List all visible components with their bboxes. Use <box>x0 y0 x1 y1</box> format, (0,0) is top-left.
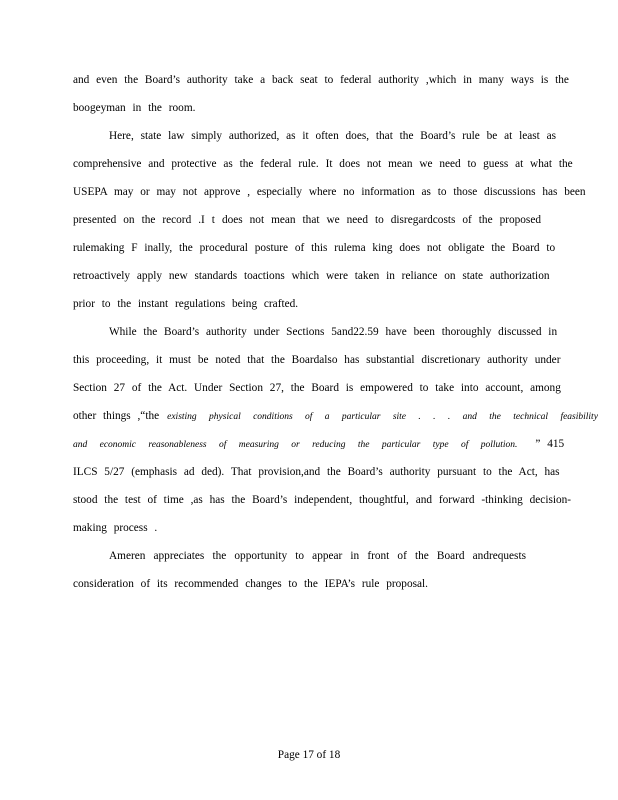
text-line: boogeyman in the room. <box>73 102 196 114</box>
page-number-footer: Page 17 of 18 <box>277 749 341 761</box>
text-line: this proceeding, it must be noted that the Boardalso has substantial discretionary authority under <box>73 354 561 366</box>
text-line: prior to the instant regulations being crafted. <box>73 298 299 310</box>
text-line: Ameren appreciates the opportunity to appear in front of the Board andrequests <box>109 550 526 562</box>
text-line: comprehensive and protective as the federal rule. It does not mean we need to guess at what the <box>73 158 573 170</box>
text-line: rulemaking F inally, the procedural posture of this rulema king does not obligate the Board to <box>73 242 556 254</box>
text-line: retroactively apply new standards toactions which were taken in reliance on state authorization <box>73 270 550 282</box>
text-line: Section 27 of the Act. Under Section 27, the Board is empowered to take into account, among <box>73 382 561 394</box>
text-line: Here, state law simply authorized, as it often does, that the Board’s rule be at least as <box>109 130 557 142</box>
quoted-text: and economic reasonableness of measuring or reducing the particular type of pollution. <box>73 440 518 450</box>
text-line: While the Board’s authority under Sections 5and22.59 have been thoroughly discussed in <box>109 326 558 338</box>
citation-start: ” 415 <box>535 438 565 450</box>
text-line: USEPA may or may not approve , especially where no information as to those discussions has been <box>73 186 586 198</box>
text-line: presented on the record .I t does not mean that we need to disregardcosts of the proposed <box>73 214 541 226</box>
text-line <box>73 437 564 451</box>
text-line: and even the Board’s authority take a back seat to federal authority ,which in many ways is the <box>73 74 569 86</box>
text-line: stood the test of time ,as has the Board’s independent, thoughtful, and forward -thinking decision- <box>73 494 572 506</box>
text-line: consideration of its recommended changes to the IEPA’s rule proposal. <box>73 578 428 590</box>
text-line: ILCS 5/27 (emphasis ad ded). That provision,and the Board’s authority pursuant to the Act, has <box>73 466 560 478</box>
quote-lead: other things ,“the <box>73 410 160 422</box>
text-line <box>73 409 598 423</box>
quoted-text: existing physical conditions of a particular site . . . and the technical feasibility <box>167 412 598 422</box>
text-line: making process . <box>73 522 158 534</box>
